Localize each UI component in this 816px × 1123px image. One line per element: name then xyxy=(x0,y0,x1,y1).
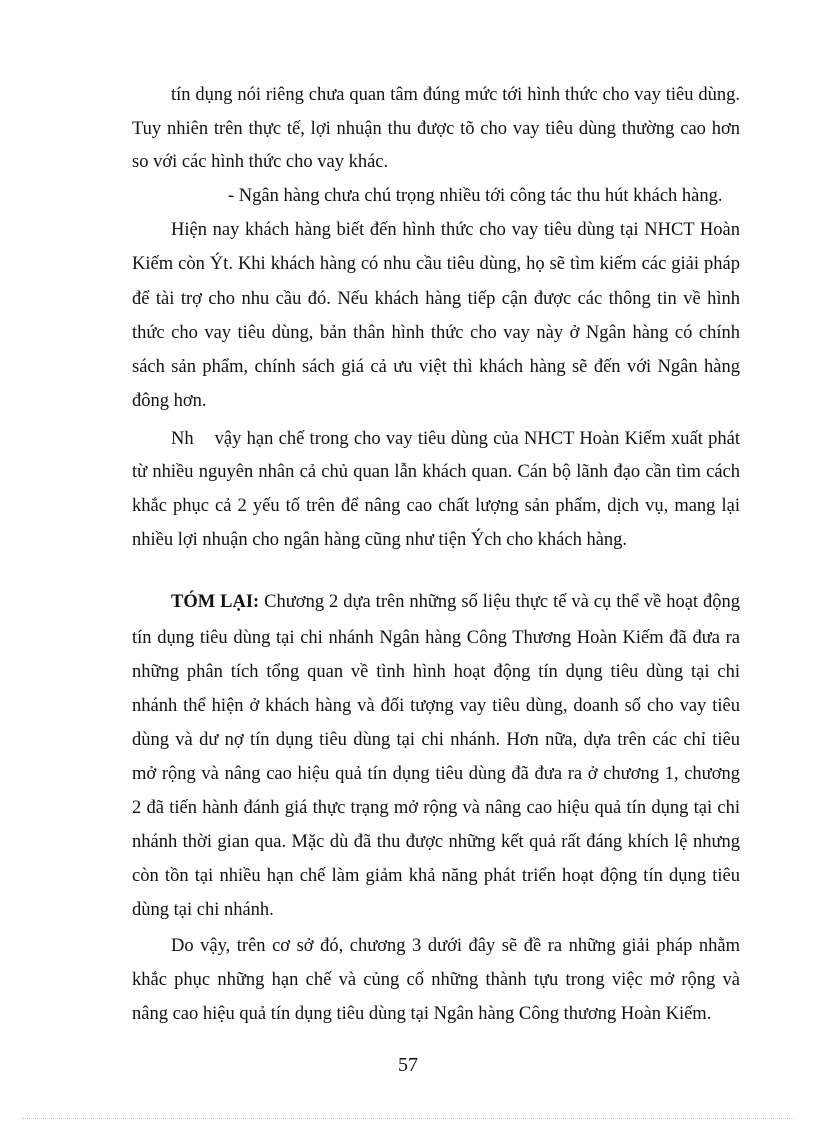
text-line: đông hơn. xyxy=(132,391,207,411)
text-line: khắc phục những hạn chế và củng cố những thành tựu trong việc mở rộng và xyxy=(132,970,740,990)
text-line: 2 đã tiến hành đánh giá thực trạng mở rộng và nâng cao hiệu quả tín dụng tại chi xyxy=(132,798,740,818)
text-line: - Ngân hàng chưa chú trọng nhiều tới công tác thu hút khách hàng. xyxy=(228,186,723,206)
text-line: từ nhiều nguyên nhân cả chủ quan lẫn khách quan. Cán bộ lãnh đạo cần tìm cách xyxy=(132,462,740,482)
text-line: Kiếm còn Ýt. Khi khách hàng có nhu cầu tiêu dùng, họ sẽ tìm kiếm các giải pháp xyxy=(132,254,740,274)
text-line: dùng và dư nợ tín dụng tiêu dùng tại chi nhánh. Hơn nữa, dựa trên các chỉ tiêu xyxy=(132,730,740,750)
text-line: những phân tích tổng quan về tình hình hoạt động tín dụng tiêu dùng tại chi xyxy=(132,662,740,682)
text-line: nhánh thể hiện ở khách hàng và đối tượng vay tiêu dùng, doanh số cho vay tiêu xyxy=(132,696,740,716)
text-line: Hiện nay khách hàng biết đến hình thức cho vay tiêu dùng tại NHCT Hoàn xyxy=(171,220,740,240)
text-line: sách sản phẩm, chính sách giá cả ưu việt thì khách hàng sẽ đến với Ngân hàng xyxy=(132,357,740,377)
text-line: còn tồn tại nhiều hạn chế làm giảm khả năng phát triển hoạt động tín dụng tiêu xyxy=(132,866,740,886)
text-line: so với các hình thức cho vay khác. xyxy=(132,152,389,172)
text-line: tín dụng tiêu dùng tại chi nhánh Ngân hàng Công Thương Hoàn Kiếm đã đưa ra xyxy=(132,628,740,648)
text-line: thức cho vay tiêu dùng, bản thân hình thức cho vay này ở Ngân hàng có chính xyxy=(132,323,740,343)
text-line: Tuy nhiên trên thực tế, lợi nhuận thu được tõ cho vay tiêu dùng thường cao hơn xyxy=(132,119,740,139)
text-line: Do vậy, trên cơ sở đó, chương 3 dưới đây sẽ đề ra những giải pháp nhằm xyxy=(171,936,740,956)
text-span: Chương 2 dựa trên những số liệu thực tế và cụ thể về hoạt động xyxy=(259,592,741,612)
text-line: mở rộng và nâng cao hiệu quả tín dụng tiêu dùng đã đưa ra ở chương 1, chương xyxy=(132,764,740,784)
page-number: 57 xyxy=(398,1054,418,1076)
text-line: khắc phục cả 2 yếu tố trên để nâng cao chất lượng sản phẩm, dịch vụ, mang lại xyxy=(132,496,740,516)
summary-heading: TÓM LẠI: xyxy=(171,592,260,612)
text-line: để tài trợ cho nhu cầu đó. Nếu khách hàng tiếp cận được các thông tin về hình xyxy=(132,289,740,309)
text-line xyxy=(171,591,740,613)
text-line: dùng tại chi nhánh. xyxy=(132,900,274,920)
text-line: nâng cao hiệu quả tín dụng tiêu dùng tại Ngân hàng Công thương Hoàn Kiếm. xyxy=(132,1004,712,1024)
text-line: tín dụng nói riêng chưa quan tâm đúng mức tới hình thức cho vay tiêu dùng. xyxy=(171,85,740,105)
page-border-line xyxy=(22,1118,794,1119)
text-line: nhiều lợi nhuận cho ngân hàng cũng như tiện Ých cho khách hàng. xyxy=(132,530,628,550)
text-line: nhánh thời gian qua. Mặc dù đã thu được những kết quả rất đáng khích lệ nhưng xyxy=(132,832,740,852)
text-line: Nh vậy hạn chế trong cho vay tiêu dùng của NHCT Hoàn Kiếm xuất phát xyxy=(171,429,740,449)
